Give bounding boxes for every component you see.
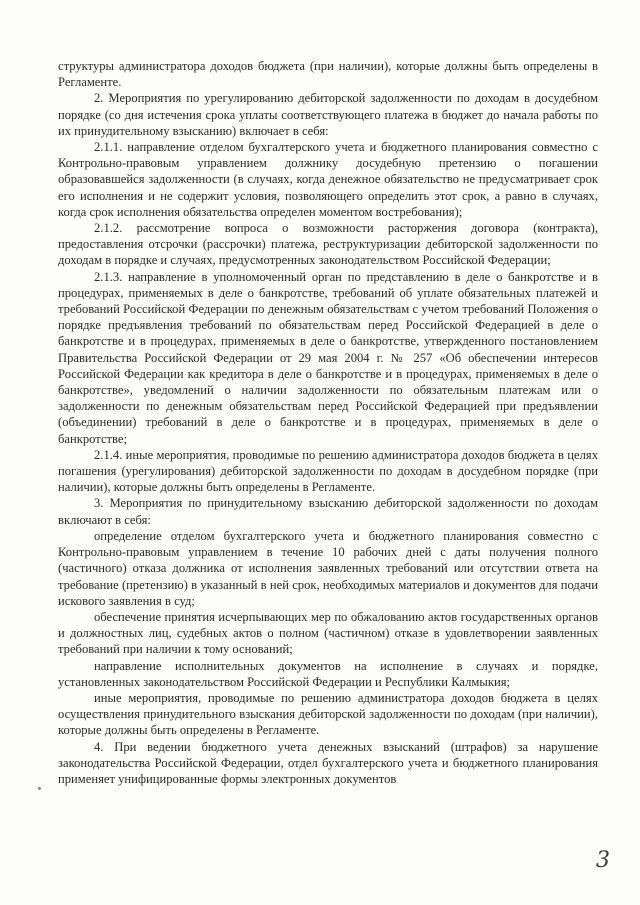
paragraph-item-3-d: иные мероприятия, проводимые по решению администратора доходов бюджета в целях осуществления принудительного взыскания дебиторской задолженности по доходам (при наличии), которые должны быть определены в Регламенте. [58, 690, 598, 738]
paragraph-item-4: 4. При ведении бюджетного учета денежных взысканий (штрафов) за нарушение законодательства Российской Федерации, отдел бухгалтерского учета и бюджетного планирования применяет унифицированные формы электронных документов [58, 739, 598, 786]
paragraph-item-2: 2. Мероприятия по урегулированию дебиторской задолженности по доходам в досудебном порядке (со дня истечения срока уплаты соответствующего платежа в бюджет до начала работы по их принудительному взысканию) включает в себя: [58, 91, 598, 138]
paragraph-item-3-c: направление исполнительных документов на исполнение в случаях и порядке, установленных законодательством Российской Федерации и Республики Калмыкия; [58, 658, 598, 689]
paragraph-item-2-1-1: 2.1.1. направление отделом бухгалтерского учета и бюджетного планирования совместно с Контрольно-правовым управлением должнику досудебную претензию о погашении образовавшейся задолженности (в случаях, когда денежное обязательство не предусматривает срок его исполнения и не содержит условия, позволяющего определить этот срок, а равно в случаях, когда срок исполнения обязательства определен моментом востребования); [58, 140, 598, 219]
document-body [58, 58, 598, 787]
paragraph-item-3-a: определение отделом бухгалтерского учета и бюджетного планирования совместно с Контрольно-правовым управлением в течение 10 рабочих дней с даты получения полного (частичного) отказа должника от исполнения заявленных требований или отсутствии ответа на требование (претензию) в указанный в ней срок, необходимых материалов и документов для подачи искового заявления в суд; [58, 528, 598, 608]
paragraph-item-2-1-2: 2.1.2. рассмотрение вопроса о возможности расторжения договора (контракта), предоставления отсрочки (рассрочки) платежа, реструктуризации дебиторской задолженности по доходам в порядке и случаях, предусмотренных законодательством Российской Федерации; [58, 221, 598, 268]
paragraph-item-3-b: обеспечение принятия исчерпывающих мер по обжалованию актов государственных органов и должностных лиц, судебных актов о полном (частичном) отказе в удовлетворении заявленных требований при наличии к тому оснований; [58, 609, 598, 657]
paragraph-item-2-1-3: 2.1.3. направление в уполномоченный орган по представлению в деле о банкротстве и в процедурах, применяемых в деле о банкротстве, требований об уплате обязательных платежей и требований Российской Федерации по денежным обязательствам с учетом требований Положения о порядке предъявления требований по обязательствам перед Российской Федерацией в деле о банкротстве и в процедурах, применяемых в деле о банкротстве, утвержденного постановлением Правительства Российской Федерации от 29 мая 2004 г. № 257 «Об обеспечении интересов Российской Федерации как кредитора в деле о банкротстве и в процедурах, применяемых в деле о банкротстве», уведомлений о наличии задолженности по обязательным платежам или о задолженности по денежным обязательствам перед Российской Федерацией при предъявлении (объединении) требований в деле о банкротстве и в процедурах, применяемых в деле о банкротстве; [58, 269, 598, 446]
page-number: 3 [596, 848, 610, 873]
paragraph-item-2-1-4: 2.1.4. иные мероприятия, проводимые по решению администратора доходов бюджета в целях погашения (урегулирования) дебиторской задолженности по доходам в досудебном порядке (при наличии), которые должны быть определены в Регламенте. [58, 447, 598, 495]
scan-speck [38, 787, 41, 790]
paragraph-continuation: структуры администратора доходов бюджета (при наличии), которые должны быть определены в Регламенте. [58, 59, 598, 90]
paragraph-item-3: 3. Мероприятия по принудительному взысканию дебиторской задолженности по доходам включают в себя: [58, 496, 598, 527]
